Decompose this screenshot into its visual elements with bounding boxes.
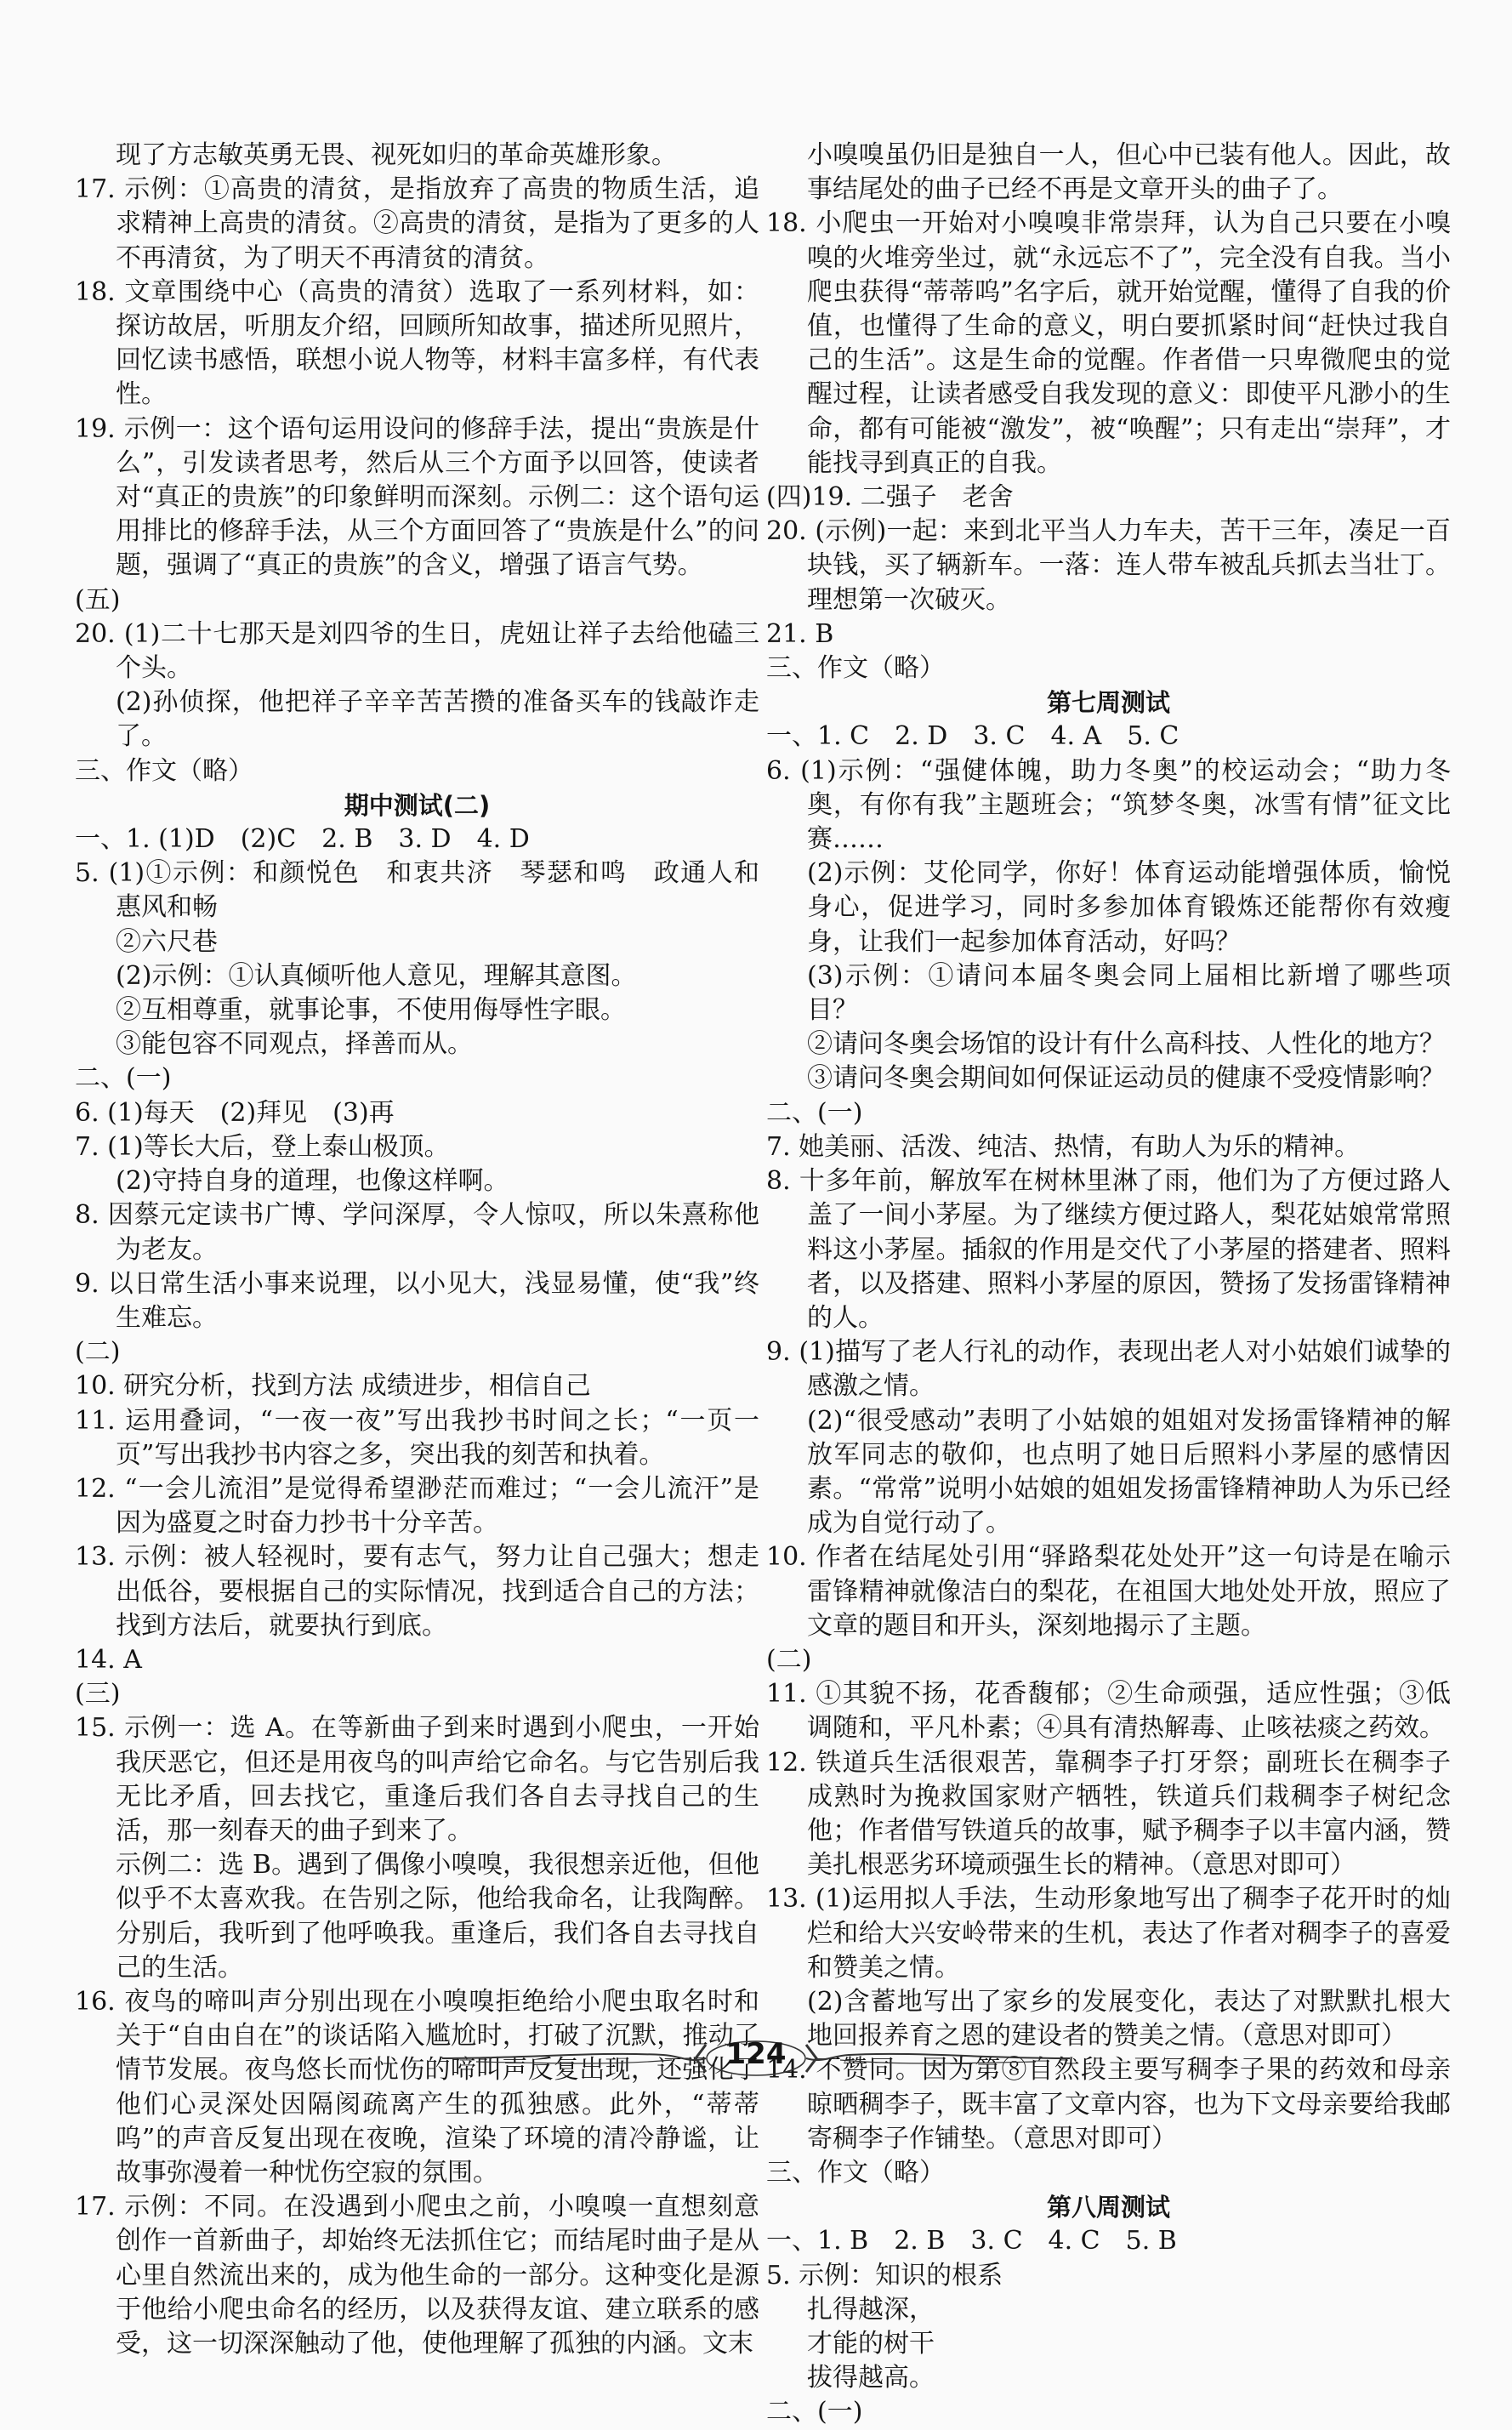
- left-column: [75, 139, 785, 2361]
- answer-paragraph: 三、作文（略）: [766, 653, 945, 684]
- answer-paragraph: 9. 以日常生活小事来说理，以小见大，浅显易懂，使“我”终生难忘。: [75, 1268, 759, 1333]
- page-number: 124: [725, 2037, 787, 2071]
- answer-paragraph: 5. (1)①示例：和颜悦色 和衷共济 琴瑟和鸣 政通人和 惠风和畅: [75, 858, 785, 923]
- answer-paragraph: 17. 示例：①高贵的清贫，是指放弃了高贵的物质生活，追求精神上高贵的清贫。②高贵的清贫，是指为了更多的人不再清贫，为了明天不再清贫的清贫。: [75, 174, 759, 273]
- answer-paragraph: 14. 不赞同。因为第⑧自然段主要写稠李子果的药效和母亲晾晒稠李子，既丰富了文章内容，也为下文母亲要给我邮寄稠李子作铺垫。（意思对即可）: [766, 2055, 1451, 2154]
- answer-paragraph: 11. 运用叠词，“一夜一夜”写出我抄书时间之长；“一页一页”写出我抄书内容之多，突出我的刻苦和执着。: [75, 1405, 759, 1470]
- answer-paragraph: 小嗅嗅虽仍旧是独自一人，但心中已装有他人。因此，故事结尾处的曲子已经不再是文章开头的曲子了。: [807, 140, 1451, 205]
- answer-paragraph: 10. 作者在结尾处引用“驿路梨花处处开”这一句诗是在喻示雷锋精神就像洁白的梨花，在祖国大地处处开放，照应了文章的题目和开头，深刻地揭示了主题。: [766, 1542, 1451, 1641]
- poem-line: 扎得越深，: [807, 2294, 935, 2325]
- answer-paragraph: (三): [75, 1679, 121, 1710]
- answer-paragraph: 16. 夜鸟的啼叫声分别出现在小嗅嗅拒绝给小爬虫取名时和关于“自由自在”的谈话陷入尴尬时，打破了沉默，推动了情节发展。夜鸟悠长而忧伤的啼叫声反复出现，还强化了他们心灵深处因隔阂疏离产生的孤独感。此外，“蒂蒂呜”的声音反复出现在夜晚，渲染了环境的清冷静谧，让故事弥漫着一种忧伤空寂的氛围。: [75, 1986, 759, 2188]
- answer-paragraph: (2)含蓄地写出了家乡的发展变化，表达了对默默扎根大地回报养育之恩的建设者的赞美之情。（意思对即可）: [807, 1986, 1451, 2052]
- answer-paragraph: (五): [75, 584, 121, 615]
- answer-paragraph: (2)示例：艾伦同学，你好！体育运动能增强体质，愉悦身心，促进学习，同时多参加体育锻炼还能帮你有效瘦身，让我们一起参加体育活动，好吗？: [807, 858, 1451, 957]
- answer-paragraph: (3)示例：①请问本届冬奥会同上届相比新增了哪些项目？: [807, 960, 1451, 1026]
- answer-paragraph: 5. 示例：知识的根系: [766, 2260, 1003, 2291]
- answer-paragraph: 8. 因蔡元定读书广博、学问深厚，令人惊叹，所以朱熹称他为老友。: [75, 1200, 759, 1265]
- answer-paragraph: 9. (1)描写了老人行礼的动作，表现出老人对小姑娘们诚挚的感激之情。: [766, 1337, 1451, 1402]
- answer-paragraph: 7. 她美丽、活泼、纯洁、热情，有助人为乐的精神。: [766, 1131, 1361, 1162]
- answer-paragraph: (2)“很受感动”表明了小姑娘的姐姐对发扬雷锋精神的解放军同志的敬仰，也点明了她日后照料小茅屋的感情因素。“常常”说明小姑娘的姐姐发扬雷锋精神助人为乐已经成为自觉行动了。: [807, 1405, 1451, 1539]
- answer-paragraph: 三、作文（略）: [766, 2157, 945, 2188]
- answer-paragraph: 二、(一): [75, 1063, 172, 1094]
- answer-paragraph: 6. (1)示例：“强健体魄，助力冬奥”的校运动会；“助力冬奥，有你有我”主题班会；“筑梦冬奥，冰雪有情”征文比赛……: [766, 755, 1451, 855]
- answer-paragraph: ②请问冬奥会场馆的设计有什么高科技、人性化的地方？: [807, 1029, 1445, 1060]
- answer-paragraph: 8. 十多年前，解放军在树林里淋了雨，他们为了方便过路人盖了一间小茅屋。为了继续方便过路人，梨花姑娘常常照料这小茅屋。插叙的作用是交代了小茅屋的搭建者、照料者，以及搭建、照料小茅屋的原因，赞扬了发扬雷锋精神的人。: [766, 1166, 1451, 1333]
- answer-paragraph: 一、1. B 2. B 3. C 4. C 5. B: [766, 2226, 1177, 2256]
- answer-paragraph: 示例二：选 B。遇到了偶像小嗅嗅，我很想亲近他，但他似乎不太喜欢我。在告别之际，他给我命名，让我陶醉。分别后，我听到了他呼唤我。重逢后，我们各自去寻找自己的生活。: [116, 1850, 759, 1983]
- answer-paragraph: 11. ①其貌不扬，花香馥郁；②生命顽强，适应性强；③低调随和，平凡朴素；④具有清热解毒、止咳祛痰之药效。: [766, 1679, 1451, 1744]
- answer-paragraph: ②六尺巷: [116, 926, 218, 957]
- answer-paragraph: (二): [75, 1337, 121, 1368]
- answer-paragraph: 20. (1)二十七那天是刘四爷的生日，虎妞让祥子去给他磕三个头。: [75, 618, 759, 684]
- answer-paragraph: 21. B: [766, 618, 834, 649]
- answer-paragraph: 13. 示例：被人轻视时，要有志气，努力让自己强大；想走出低谷，要根据自己的实际情况，找到适合自己的方法；找到方法后，就要执行到底。: [75, 1542, 759, 1641]
- answer-paragraph: (2)守持自身的道理，也像这样啊。: [116, 1166, 509, 1197]
- answer-paragraph: 17. 示例：不同。在没遇到小爬虫之前，小嗅嗅一直想刻意创作一首新曲子，却始终无法抓住它；而结尾时曲子是从心里自然流出来的，成为他生命的一部分。这种变化是源于他给小爬虫命名的经历，以及获得友谊、建立联系的感受，这一切深深触动了他，使他理解了孤独的内涵。文末: [75, 2192, 759, 2359]
- section-heading: 第七周测试: [1046, 688, 1170, 718]
- poem-line: 才能的树干: [807, 2329, 935, 2359]
- answer-paragraph: 14. A: [75, 1644, 142, 1675]
- right-column: [766, 139, 1451, 2430]
- answer-paragraph: 7. (1)等长大后，登上泰山极顶。: [75, 1131, 450, 1162]
- answer-paragraph: (2)示例：①认真倾听他人意见，理解其意图。: [116, 960, 637, 991]
- answer-paragraph: ③能包容不同观点，择善而从。: [116, 1029, 473, 1060]
- answer-paragraph: (四)19. 二强子 老舍: [766, 482, 1014, 513]
- poem-line: 拔得越高。: [807, 2363, 935, 2393]
- section-heading: 期中测试(二): [344, 790, 491, 820]
- answer-paragraph: 现了方志敏英勇无畏、视死如归的革命英雄形象。: [116, 140, 677, 170]
- answer-paragraph: 12. 铁道兵生活很艰苦，靠稠李子打牙祭；副班长在稠李子成熟时为挽救国家财产牺牲，铁道兵们栽稠李子树纪念他；作者借写铁道兵的故事，赋予稠李子以丰富内涵，赞美扎根恶劣环境顽强生长的精神。（意思对即可）: [766, 1747, 1451, 1881]
- answer-paragraph: 二、(一): [766, 1097, 863, 1128]
- answer-paragraph: 13. (1)运用拟人手法，生动形象地写出了稠李子花开时的灿烂和给大兴安岭带来的生机，表达了作者对稠李子的喜爱和赞美之情。: [766, 1884, 1451, 1983]
- answer-paragraph: 18. 小爬虫一开始对小嗅嗅非常崇拜，认为自己只要在小嗅嗅的火堆旁坐过，就“永远忘不了”，完全没有自我。当小爬虫获得“蒂蒂呜”名字后，就开始觉醒，懂得了自我的价值，也懂得了生命的意义，明白要抓紧时间“赶快过我自己的生活”。这是生命的觉醒。作者借一只卑微爬虫的觉醒过程，让读者感受自我发现的意义：即使平凡渺小的生命，都有可能被“激发”，被“唤醒”；只有走出“崇拜”，才能找寻到真正的自我。: [766, 208, 1451, 478]
- answer-paragraph: 6. (1)每天 (2)拜见 (3)再: [75, 1097, 395, 1128]
- answer-paragraph: 19. 示例一：这个语句运用设问的修辞手法，提出“贵族是什么”，引发读者思考，然后从三个方面予以回答，使读者对“真正的贵族”的印象鲜明而深刻。示例二：这个语句运用排比的修辞手法，从三个方面回答了“贵族是什么”的问题，强调了“真正的贵族”的含义，增强了语言气势。: [75, 413, 759, 581]
- section-heading: 第八周测试: [1046, 2193, 1170, 2222]
- answer-paragraph: 20. (示例)一起：来到北平当人力车夫，苦干三年，凑足一百块钱，买了辆新车。一落：连人带车被乱兵抓去当壮丁。理想第一次破灭。: [766, 516, 1451, 615]
- answer-paragraph: 一、1. C 2. D 3. C 4. A 5. C: [766, 721, 1179, 752]
- answer-paragraph: (2)孙侦探，他把祥子辛辛苦苦攒的准备买车的钱敲诈走了。: [116, 687, 759, 752]
- answer-paragraph: 二、(一): [766, 2397, 863, 2427]
- answer-paragraph: ③请问冬奥会期间如何保证运动员的健康不受疫情影响？: [807, 1063, 1445, 1094]
- answer-paragraph: 15. 示例一：选 A。在等新曲子到来时遇到小爬虫，一开始我厌恶它，但还是用夜鸟的叫声给它命名。与它告别后我无比矛盾，回去找它，重逢后我们各自去寻找自己的生活，那一刻春天的曲子到来了。: [75, 1713, 759, 1846]
- answer-paragraph: (二): [766, 1644, 812, 1675]
- answer-paragraph: 12. “一会儿流泪”是觉得希望渺茫而难过；“一会儿流汗”是因为盛夏之时奋力抄书十分辛苦。: [75, 1473, 759, 1539]
- answer-paragraph: 一、1. (1)D (2)C 2. B 3. D 4. D: [75, 824, 530, 855]
- answer-paragraph: 18. 文章围绕中心（高贵的清贫）选取了一系列材料，如：探访故居，听朋友介绍，回顾所知故事，描述所见照片，回忆读书感悟，联想小说人物等，材料丰富多样，有代表性。: [75, 276, 759, 410]
- answer-paragraph: 10. 研究分析，找到方法 成绩进步，相信自己: [75, 1371, 591, 1402]
- answer-paragraph: 三、作文（略）: [75, 755, 253, 786]
- answer-paragraph: ②互相尊重，就事论事，不使用侮辱性字眼。: [116, 995, 626, 1026]
